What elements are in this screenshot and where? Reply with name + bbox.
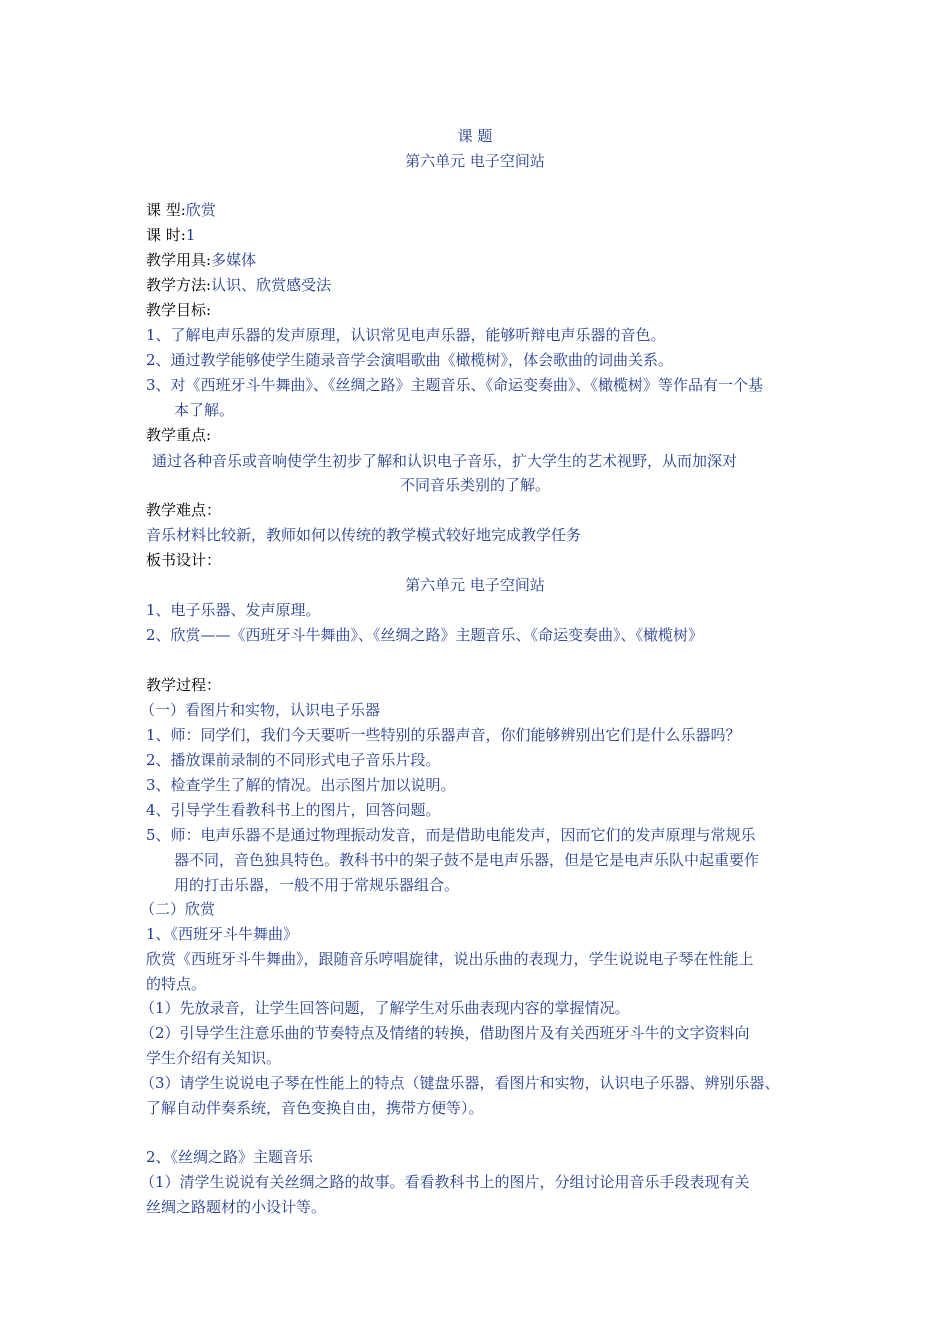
key-text-line-2: 不同音乐类别的了解。 bbox=[399, 476, 550, 494]
process-item-3: 3、检查学生了解的情况。出示图片加以说明。 bbox=[146, 776, 456, 794]
goal-3-line-2: 本了解。 bbox=[174, 401, 235, 419]
item-2-step-1-line-1: （1）清学生说说有关丝绸之路的故事。看看教科书上的图片，分组讨论用音乐手段表现有关 bbox=[140, 1173, 750, 1191]
field-tools bbox=[146, 250, 256, 270]
item-2-step-1-line-2: 丝绸之路题材的小设计等。 bbox=[146, 1198, 327, 1216]
difficulty-text: 音乐材料比较新，教师如何以传统的教学模式较好地完成教学任务 bbox=[146, 526, 582, 544]
field-tools-value: 多媒体 bbox=[211, 251, 257, 269]
field-hours-value: 1 bbox=[185, 226, 196, 244]
section-2-heading: （二）欣赏 bbox=[140, 900, 216, 918]
field-type-value: 欣赏 bbox=[185, 201, 216, 219]
process-item-1: 1、师：同学们，我们今天要听一些特别的乐器声音，你们能够辨别出它们是什么乐器吗？ bbox=[146, 726, 741, 744]
process-item-2: 2、播放课前录制的不同形式电子音乐片段。 bbox=[146, 751, 441, 769]
field-tools-label: 教学用具: bbox=[146, 251, 212, 269]
field-method-value: 认识、欣赏感受法 bbox=[211, 276, 332, 294]
key-text-line-1: 通过各种音乐或音响使学生初步了解和认识电子音乐，扩大学生的艺术视野，从而加深对 bbox=[152, 452, 738, 470]
field-method bbox=[146, 275, 331, 295]
board-heading: 第六单元 电子空间站 bbox=[405, 576, 545, 594]
goals-label: 教学目标: bbox=[146, 301, 212, 319]
process-item-4: 4、引导学生看教科书上的图片，回答问题。 bbox=[146, 801, 441, 819]
field-method-label: 教学方法: bbox=[146, 276, 212, 294]
field-hours-label: 课 时: bbox=[146, 226, 186, 244]
process-item-5-line-2: 器不同，音色独具特色。教科书中的架子鼓不是电声乐器，但是它是电声乐队中起重要作 bbox=[174, 851, 760, 869]
board-item-2: 2、欣赏——《西班牙斗牛舞曲》、《丝绸之路》主题音乐、《命运变奏曲》、《橄榄树》 bbox=[146, 626, 704, 644]
board-label: 板书设计： bbox=[146, 551, 222, 569]
key-label: 教学重点: bbox=[146, 426, 212, 444]
process-item-5-line-1: 5、师：电声乐器不是通过物理振动发音，而是借助电能发声，因而它们的发声原理与常规乐 bbox=[146, 826, 756, 844]
step-3-line-1: （3）请学生说说电子琴在性能上的特点（键盘乐器，看图片和实物，认识电子乐器、辨别乐器、 bbox=[140, 1074, 780, 1092]
field-type bbox=[146, 200, 216, 220]
appreciation-item-2: 2、《丝绸之路》主题音乐 bbox=[146, 1148, 314, 1166]
board-item-1: 1、电子乐器、发声原理。 bbox=[146, 601, 321, 619]
doc-title: 课 题 bbox=[457, 127, 493, 145]
difficulty-label: 教学难点： bbox=[146, 501, 222, 519]
field-hours bbox=[146, 225, 195, 245]
appreciation-item-1: 1、《西班牙斗牛舞曲》 bbox=[146, 925, 299, 943]
step-3-line-2: 了解自动伴奏系统，音色变换自由，携带方便等）。 bbox=[146, 1099, 484, 1117]
goal-3-line-1: 3、对《西班牙斗牛舞曲》、《丝绸之路》主题音乐、《命运变奏曲》、《橄榄树》等作品有一个基 bbox=[146, 376, 764, 394]
step-2-line-2: 学生介绍有关知识。 bbox=[146, 1049, 282, 1067]
field-type-label: 课 型: bbox=[146, 201, 186, 219]
appreciation-item-1-text-line-1: 欣赏《西班牙斗牛舞曲》，跟随音乐哼唱旋律，说出乐曲的表现力，学生说说电子琴在性能上 bbox=[146, 950, 754, 968]
goal-2: 2、通过教学能够使学生随录音学会演唱歌曲《橄榄树》，体会歌曲的词曲关系。 bbox=[146, 351, 674, 369]
unit-heading: 第六单元 电子空间站 bbox=[405, 152, 545, 170]
goal-1: 1、了解电声乐器的发声原理，认识常见电声乐器，能够听辩电声乐器的音色。 bbox=[146, 326, 666, 344]
section-1-heading: （一）看图片和实物，认识电子乐器 bbox=[140, 701, 381, 719]
step-1: （1）先放录音，让学生回答问题，了解学生对乐曲表现内容的掌握情况。 bbox=[140, 999, 630, 1017]
step-2-line-1: （2）引导学生注意乐曲的节奏特点及情绪的转换，借助图片及有关西班牙斗牛的文字资料向 bbox=[140, 1024, 750, 1042]
process-label: 教学过程： bbox=[146, 676, 222, 694]
appreciation-item-1-text-line-2: 的特点。 bbox=[146, 975, 207, 993]
process-item-5-line-3: 用的打击乐器，一般不用于常规乐器组合。 bbox=[174, 876, 460, 894]
